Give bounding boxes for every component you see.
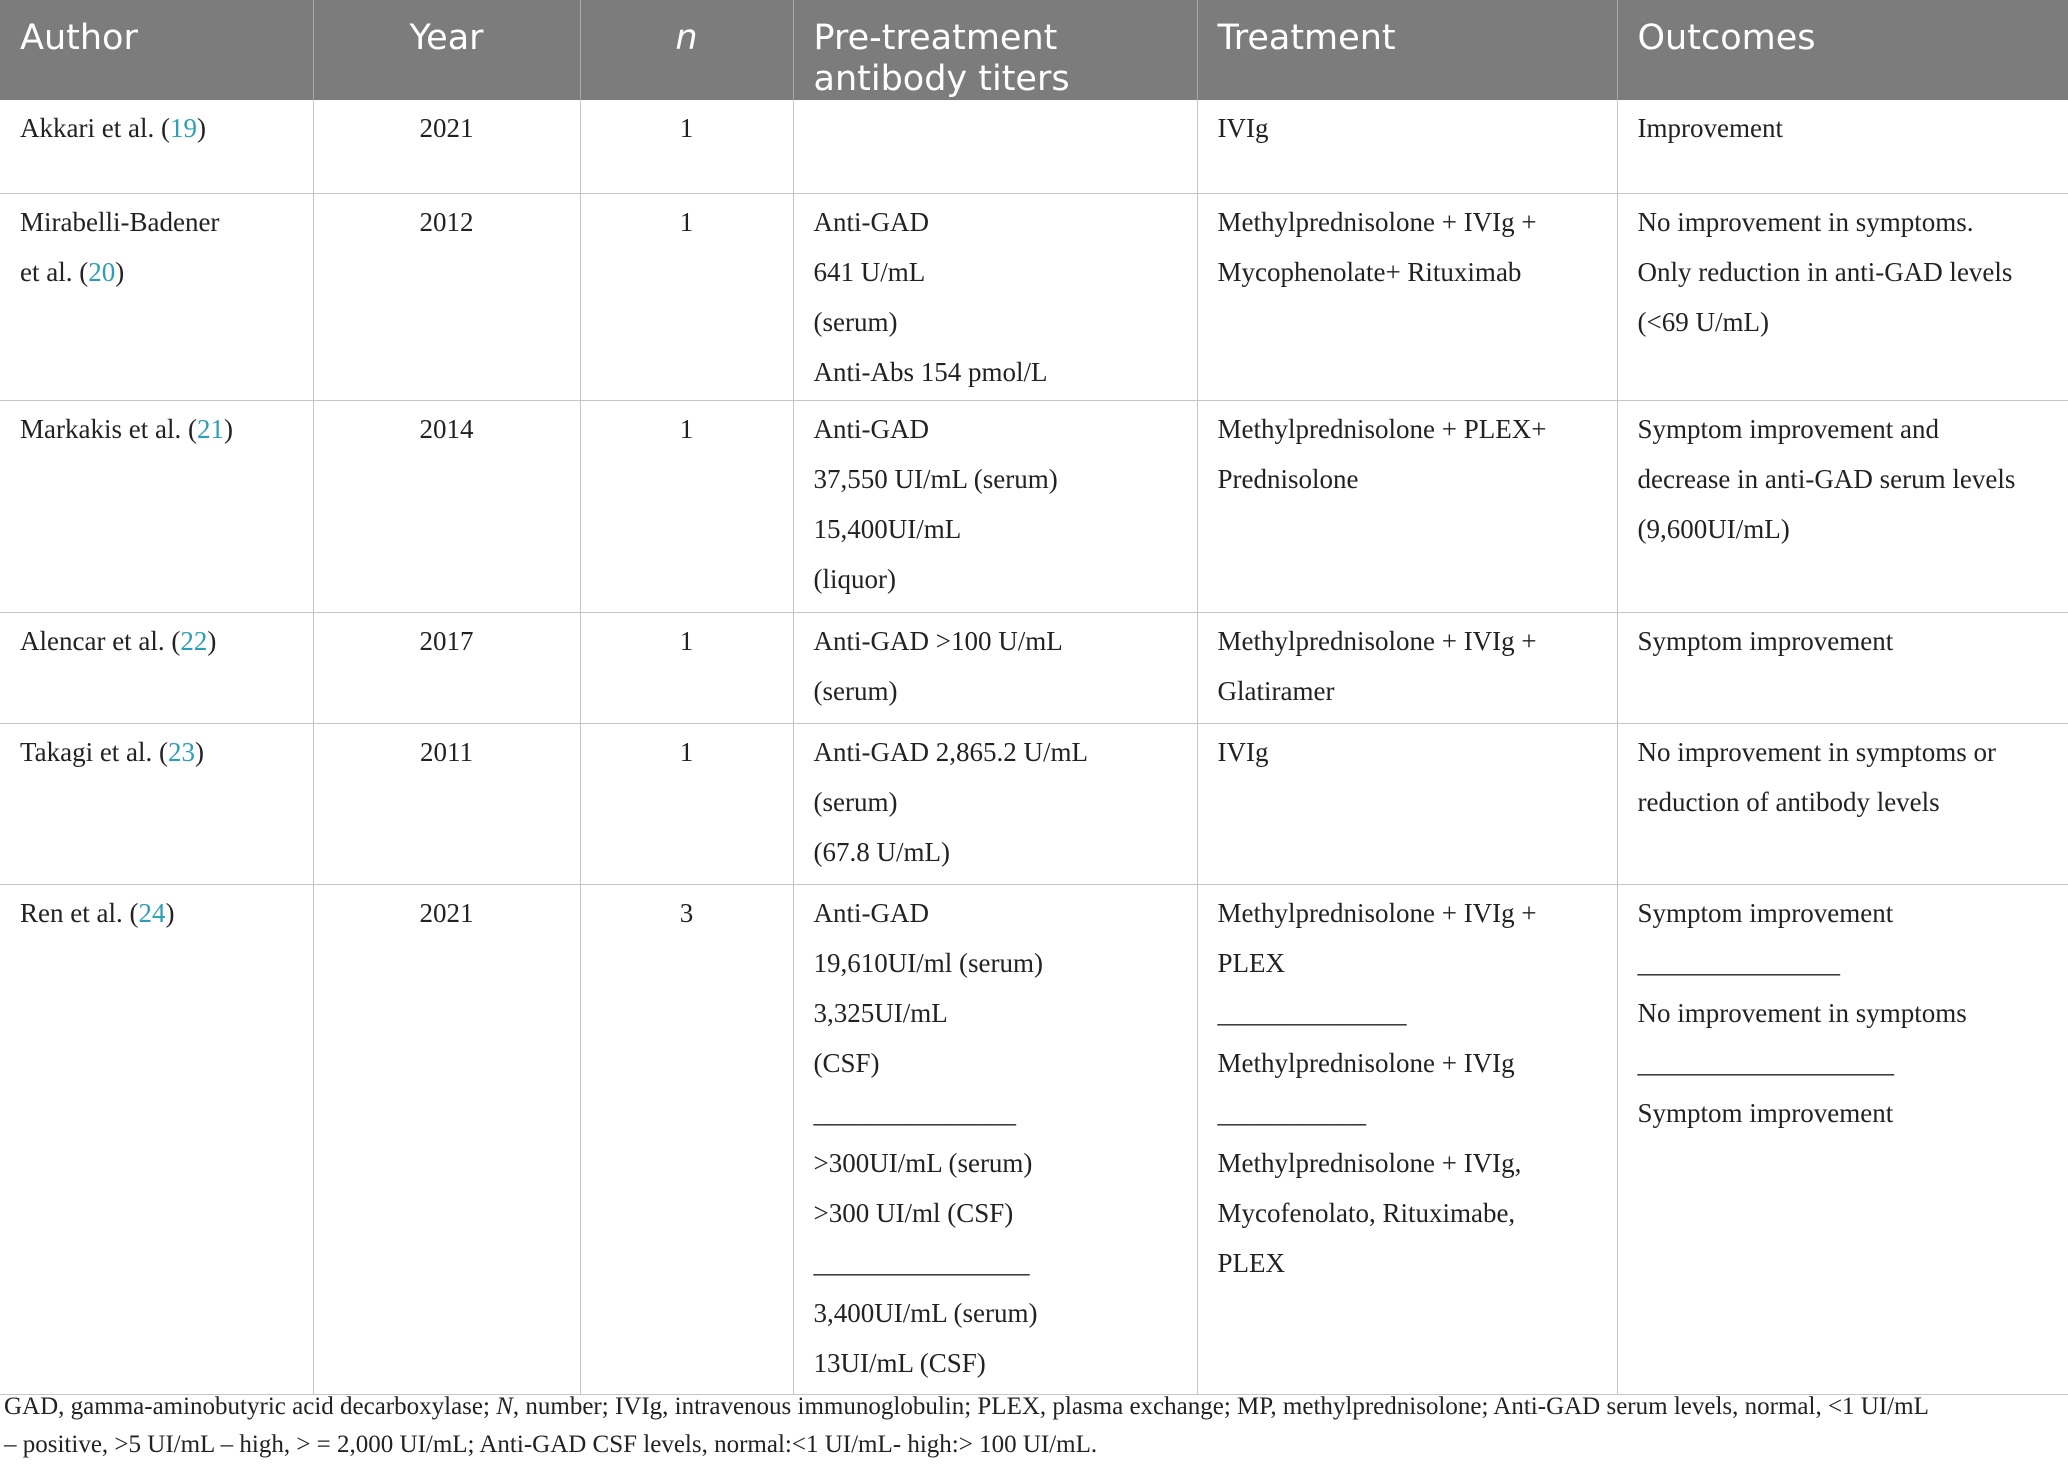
treatment-line: Methylprednisolone + IVIg + [1217,625,1537,656]
table-row [0,884,2068,1394]
titer-line: (CSF) [813,1047,880,1078]
outcomes-cell [1617,612,2068,723]
treatment-cell [1197,884,1617,1394]
year-cell: 2017 [313,612,580,723]
titer-line: 19,610UI/ml (serum) [813,947,1043,978]
author-cell [0,193,313,400]
reference-link[interactable]: 23 [168,736,196,767]
treatment-line: PLEX [1217,947,1285,978]
year-cell: 2011 [313,723,580,884]
treatment-cell [1197,612,1617,723]
n-cell: 1 [580,723,793,884]
treatment-line: Methylprednisolone + PLEX+ [1217,413,1547,444]
reference-link[interactable]: 19 [169,113,197,143]
header-row [0,0,2068,100]
outcome-line: Symptom improvement and [1637,413,1939,444]
n-cell: 1 [580,193,793,400]
treatment-line: Methylprednisolone + IVIg, [1217,1147,1522,1178]
titer-line: 37,550 UI/mL (serum) [813,463,1058,494]
author-cell [0,884,313,1394]
outcome-divider: _______________ [1637,947,1840,978]
treatment-cell [1197,100,1617,193]
n-cell: 1 [580,100,793,193]
titers-cell [793,193,1197,400]
n-cell: 1 [580,612,793,723]
header-outcomes: Outcomes [1617,0,2068,100]
author-text: Akkari et al. (19) [20,113,206,143]
table-row [0,723,2068,884]
treatment-line: Mycofenolato, Rituximabe, [1217,1197,1516,1228]
outcome-line: Improvement [1637,113,1783,143]
year-cell: 2014 [313,400,580,612]
treatment-line: Prednisolone [1217,463,1359,494]
reference-link[interactable]: 21 [196,413,224,444]
author-text: Takagi et al. (23) [20,736,205,767]
year-cell: 2021 [313,100,580,193]
reference-link[interactable]: 22 [180,625,208,656]
treatment-line: Methylprednisolone + IVIg [1217,1047,1515,1078]
titer-line: (serum) [813,675,898,706]
titer-line: Anti-Abs 154 pmol/L [813,356,1048,387]
outcome-line: Symptom improvement [1637,1097,1894,1128]
titer-divider: ________________ [813,1247,1030,1278]
table-row [0,193,2068,400]
titer-line: 13UI/mL (CSF) [813,1347,986,1378]
treatment-line: Methylprednisolone + IVIg + [1217,206,1537,237]
titer-line: >300 UI/ml (CSF) [813,1197,1014,1228]
titer-line: (serum) [813,306,898,337]
titers-cell [793,612,1197,723]
outcome-line: No improvement in symptoms or [1637,736,1996,767]
table-row [0,100,2068,193]
titer-line: 641 U/mL [813,256,926,287]
outcome-line: No improvement in symptoms [1637,997,1967,1028]
author-text: Markakis et al. (21) [20,413,233,444]
table-row [0,612,2068,723]
titer-line: Anti-GAD 2,865.2 U/mL [813,736,1088,767]
year-cell: 2021 [313,884,580,1394]
outcome-line: reduction of antibody levels [1637,786,1940,817]
header-year: Year [313,0,580,100]
outcome-line: Symptom improvement [1637,897,1894,928]
outcome-line: Only reduction in anti-GAD levels [1637,256,2013,287]
treatment-line: PLEX [1217,1247,1285,1278]
outcome-line: decrease in anti-GAD serum levels [1637,463,2016,494]
n-cell: 1 [580,400,793,612]
treatment-divider: ______________ [1217,997,1407,1028]
titer-line: Anti-GAD [813,413,929,444]
treatment-line: Methylprednisolone + IVIg + [1217,897,1537,928]
outcome-line: (9,600UI/mL) [1637,513,1790,544]
author-cell [0,400,313,612]
author-text: et al. (20) [20,256,125,287]
titer-line: Anti-GAD [813,897,929,928]
titer-line: >300UI/mL (serum) [813,1147,1033,1178]
outcome-line: No improvement in symptoms. [1637,206,1974,237]
treatment-cell [1197,400,1617,612]
treatment-line: Glatiramer [1217,675,1335,706]
titer-line: Anti-GAD [813,206,929,237]
author-cell [0,612,313,723]
table-row [0,400,2068,612]
treatment-cell [1197,193,1617,400]
outcomes-cell [1617,884,2068,1394]
treatment-line: Mycophenolate+ Rituximab [1217,256,1522,287]
treatment-divider: ___________ [1217,1097,1366,1128]
titers-cell [793,723,1197,884]
outcome-line: Symptom improvement [1637,625,1894,656]
outcomes-cell [1617,400,2068,612]
titer-line: (liquor) [813,563,896,594]
outcomes-cell [1617,723,2068,884]
titer-line: 3,400UI/mL (serum) [813,1297,1038,1328]
outcomes-cell [1617,193,2068,400]
author-cell [0,100,313,193]
footnote-line-2: – positive, >5 UI/mL – high, > = 2,000 UI/mL; Anti-GAD CSF levels, normal:<1 UI/mL- high:> 100 UI/mL. [4,1431,1098,1458]
titer-line: (serum) [813,786,898,817]
titers-cell [793,100,1197,193]
author-text: Mirabelli-Badener [20,206,220,237]
outcomes-cell [1617,100,2068,193]
titers-cell [793,400,1197,612]
header-author: Author [0,0,313,100]
titers-cell [793,884,1197,1394]
reference-link[interactable]: 20 [88,256,116,287]
outcome-divider: ___________________ [1637,1047,1894,1078]
treatment-cell [1197,723,1617,884]
titer-line: Anti-GAD >100 U/mL [813,625,1063,656]
treatment-line: IVIg [1217,113,1269,143]
outcome-line: (<69 U/mL) [1637,306,1769,337]
author-text: Alencar et al. (22) [20,625,217,656]
header-titers: Pre-treatment antibody titers [793,0,1197,100]
author-text: Ren et al. (24) [20,897,175,928]
author-cell [0,723,313,884]
treatment-line: IVIg [1217,736,1269,767]
n-cell: 3 [580,884,793,1394]
titer-line: 15,400UI/mL [813,513,962,544]
titer-line: 3,325UI/mL [813,997,948,1028]
header-n: n [580,0,793,100]
header-treatment: Treatment [1197,0,1617,100]
footnote-line-1: GAD, gamma-aminobutyric acid decarboxylase; N, number; IVIg, intravenous immunoglobulin; PLEX, plasma exchange; MP, methylprednisolone; Anti-GAD serum levels, normal, <1 UI/mL [4,1393,1929,1420]
reference-link[interactable]: 24 [138,897,166,928]
year-cell: 2012 [313,193,580,400]
titer-divider: _______________ [813,1097,1016,1128]
table-footnote [0,1388,2068,1464]
titer-line: (67.8 U/mL) [813,836,950,867]
